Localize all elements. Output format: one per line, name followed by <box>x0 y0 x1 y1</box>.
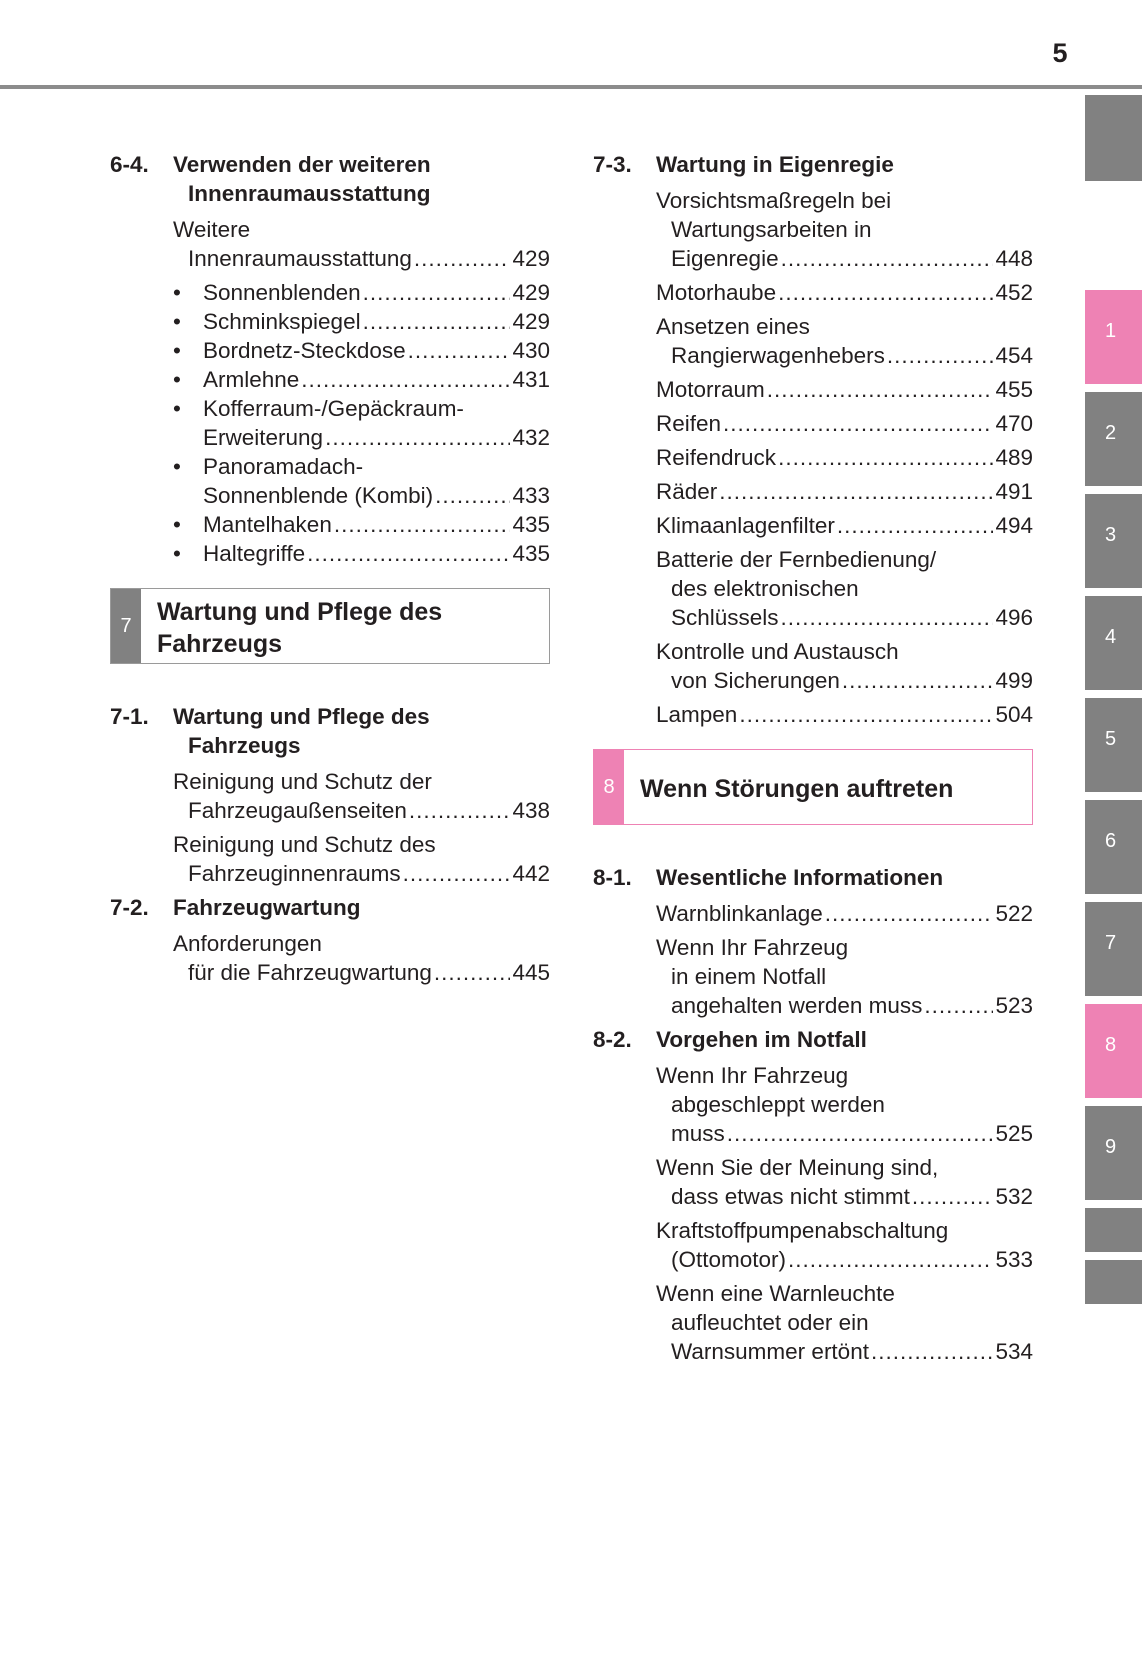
toc-entry-text: Reinigung und Schutz des <box>173 832 436 857</box>
chapter-tab-extra-1[interactable] <box>1085 1208 1142 1252</box>
toc-entry-text: Schlüssels <box>671 605 779 630</box>
section-title-cont: Innenraumausstattung <box>188 181 431 206</box>
leader-dots <box>363 307 511 336</box>
toc-entry-text: Weitere <box>173 217 251 242</box>
chapter-tab-9[interactable] <box>1085 1106 1142 1200</box>
section-title: Fahrzeugwartung <box>173 895 361 920</box>
toc-subentry-text: Kofferraum-/Gepäckraum- <box>203 396 464 421</box>
page-ref: 522 <box>995 901 1033 926</box>
leader-dots <box>409 796 511 825</box>
toc-entry-text: Batterie der Fernbedienung/ <box>656 547 937 572</box>
toc-left-column <box>110 150 550 992</box>
toc-entry[interactable] <box>110 767 550 825</box>
toc-entry-text: abgeschleppt werden <box>671 1092 885 1117</box>
page-ref: 489 <box>995 445 1033 470</box>
section-heading-7-3 <box>593 150 1033 179</box>
toc-entry[interactable] <box>110 215 550 273</box>
page-ref: 429 <box>512 280 550 305</box>
section-number: 7-1. <box>110 704 149 729</box>
leader-dots <box>781 603 994 632</box>
chapter-tab-label: 4 <box>1105 626 1117 648</box>
toc-subentry[interactable] <box>110 278 550 307</box>
section-heading-7-1 <box>110 702 550 760</box>
chapter-tab-7[interactable] <box>1085 902 1142 996</box>
section-title: Wartung und Pflege des <box>173 704 430 729</box>
toc-entry-text: Reinigung und Schutz der <box>173 769 432 794</box>
toc-entry-text: Klimaanlagenfilter <box>656 513 835 538</box>
toc-entry-text: dass etwas nicht stimmt <box>671 1184 910 1209</box>
toc-entry-text: Wenn Ihr Fahrzeug <box>656 935 849 960</box>
leader-dots <box>334 510 511 539</box>
chapter-tab-1[interactable] <box>1085 290 1142 384</box>
toc-subentry-text: Schminkspiegel <box>203 309 361 334</box>
toc-entry-text: (Ottomotor) <box>671 1247 787 1272</box>
leader-dots <box>778 278 993 307</box>
toc-entry-text: Räder <box>656 479 718 504</box>
leader-dots <box>723 409 993 438</box>
page-ref: 435 <box>512 512 550 537</box>
page-ref: 523 <box>995 993 1033 1018</box>
chapter-title: Wartung und Pflege des <box>157 598 443 626</box>
toc-entry-text: Wenn eine Warnleuchte <box>656 1281 895 1306</box>
toc-entry-text: Anforderungen <box>173 931 322 956</box>
chapter-header-7 <box>110 588 550 664</box>
chapter-tab-4[interactable] <box>1085 596 1142 690</box>
section-number: 7-3. <box>593 152 632 177</box>
toc-subentry[interactable] <box>110 365 550 394</box>
leader-dots <box>778 443 993 472</box>
page-ref: 433 <box>512 483 550 508</box>
chapter-tab-6[interactable] <box>1085 800 1142 894</box>
toc-entry-text: Wenn Ihr Fahrzeug <box>656 1063 849 1088</box>
toc-entry[interactable] <box>593 933 1033 1020</box>
leader-dots <box>408 336 511 365</box>
leader-dots <box>727 1119 994 1148</box>
leader-dots <box>912 1182 994 1211</box>
page-ref: 525 <box>995 1121 1033 1146</box>
toc-entry[interactable] <box>593 312 1033 370</box>
toc-entry[interactable] <box>110 830 550 888</box>
chapter-tab-index[interactable] <box>1085 1260 1142 1304</box>
toc-subentry[interactable] <box>110 307 550 336</box>
toc-entry[interactable] <box>593 375 1033 404</box>
page-ref: 532 <box>995 1184 1033 1209</box>
toc-subentry-text: Armlehne <box>203 367 300 392</box>
leader-dots <box>403 859 511 888</box>
chapter-tab-5[interactable] <box>1085 698 1142 792</box>
section-title: Vorgehen im Notfall <box>656 1027 867 1052</box>
toc-entry-text: Reifen <box>656 411 722 436</box>
page-ref: 452 <box>995 280 1033 305</box>
toc-entry[interactable] <box>110 929 550 987</box>
toc-entry[interactable] <box>593 477 1033 506</box>
toc-entry-text: angehalten werden muss <box>671 993 923 1018</box>
section-title: Verwenden der weiteren <box>173 152 431 177</box>
bullet: • <box>173 512 181 537</box>
chapter-tab-label: 5 <box>1105 728 1117 750</box>
leader-dots <box>842 666 994 695</box>
page-ref: 534 <box>995 1339 1033 1364</box>
toc-entry[interactable] <box>593 637 1033 695</box>
page-ref: 429 <box>512 309 550 334</box>
page-number: 5 <box>1052 38 1068 68</box>
toc-subentry[interactable] <box>110 336 550 365</box>
chapter-tab-label: 7 <box>1105 932 1117 954</box>
leader-dots <box>825 899 994 928</box>
toc-entry-text: Fahrzeuginnenraums <box>188 861 401 886</box>
chapter-tab-label: 6 <box>1105 830 1117 852</box>
page-ref: 491 <box>995 479 1033 504</box>
toc-entry-text: muss <box>671 1121 725 1146</box>
toc-entry[interactable] <box>593 899 1033 928</box>
chapter-tab-label: 1 <box>1105 320 1117 342</box>
toc-entry-text: des elektronischen <box>671 576 859 601</box>
chapter-tab-2[interactable] <box>1085 392 1142 486</box>
leader-dots <box>837 511 994 540</box>
leader-dots <box>307 539 510 568</box>
toc-entry[interactable] <box>593 1279 1033 1366</box>
page-ref: 455 <box>995 377 1033 402</box>
section-number: 8-1. <box>593 865 632 890</box>
chapter-number: 7 <box>111 589 141 663</box>
page-ref: 470 <box>995 411 1033 436</box>
leader-dots <box>414 244 511 273</box>
section-title: Wesentliche Informationen <box>656 865 944 890</box>
chapter-header-8 <box>593 749 1033 825</box>
bullet: • <box>173 454 181 479</box>
page-ref: 499 <box>995 668 1033 693</box>
toc-entry[interactable] <box>593 1216 1033 1274</box>
bullet: • <box>173 367 181 392</box>
toc-entry[interactable] <box>593 278 1033 307</box>
chapter-tabs <box>1085 0 1142 1654</box>
toc-entry-text: Wartungsarbeiten in <box>671 217 872 242</box>
chapter-number: 8 <box>594 750 624 824</box>
toc-subentry[interactable] <box>110 452 550 510</box>
leader-dots <box>301 365 510 394</box>
section-title-cont: Fahrzeugs <box>188 733 301 758</box>
section-number: 7-2. <box>110 895 149 920</box>
leader-dots <box>435 481 510 510</box>
toc-entry-text: Kraftstoffpumpenabschaltung <box>656 1218 949 1243</box>
leader-dots <box>434 958 511 987</box>
leader-dots <box>871 1337 993 1366</box>
toc-entry-text: Wenn Sie der Meinung sind, <box>656 1155 939 1180</box>
toc-entry-text: Innenraumausstattung <box>188 246 412 271</box>
chapter-tab-label: 8 <box>1105 1034 1117 1056</box>
toc-entry[interactable] <box>593 1153 1033 1211</box>
toc-subentry[interactable] <box>110 539 550 568</box>
section-heading-7-2 <box>110 893 550 922</box>
toc-entry-text: Warnsummer ertönt <box>671 1339 869 1364</box>
chapter-title: Wenn Störungen auftreten <box>640 775 954 803</box>
leader-dots <box>781 244 994 273</box>
toc-entry-text: Rangierwagenhebers <box>671 343 885 368</box>
toc-subentry-text: Panoramadach- <box>203 454 364 479</box>
bullet: • <box>173 338 181 363</box>
toc-entry[interactable] <box>593 700 1033 729</box>
toc-entry-text: Vorsichtsmaßregeln bei <box>656 188 892 213</box>
chapter-tab-label: 3 <box>1105 524 1117 546</box>
toc-entry-text: Ansetzen eines <box>656 314 810 339</box>
toc-entry[interactable] <box>593 545 1033 632</box>
toc-entry-text: Fahrzeugaußenseiten <box>188 798 407 823</box>
toc-entry[interactable] <box>593 409 1033 438</box>
toc-entry-text: aufleuchtet oder ein <box>671 1310 869 1335</box>
page-ref: 430 <box>512 338 550 363</box>
section-title: Wartung in Eigenregie <box>656 152 894 177</box>
leader-dots <box>719 477 993 506</box>
leader-dots <box>739 700 993 729</box>
toc-subentry-text: Sonnenblende (Kombi) <box>203 483 434 508</box>
page-ref: 429 <box>512 246 550 271</box>
section-heading-8-2 <box>593 1025 1033 1054</box>
leader-dots <box>887 341 994 370</box>
toc-entry-text: für die Fahrzeugwartung <box>188 960 432 985</box>
toc-entry-text: Kontrolle und Austausch <box>656 639 899 664</box>
leader-dots <box>788 1245 993 1274</box>
toc-subentry[interactable] <box>110 394 550 452</box>
chapter-tab-label: 2 <box>1105 422 1117 444</box>
toc-subentry[interactable] <box>110 510 550 539</box>
section-heading-8-1 <box>593 863 1033 892</box>
chapter-title-cont: Fahrzeugs <box>157 630 283 658</box>
page-ref: 431 <box>512 367 550 392</box>
section-number: 8-2. <box>593 1027 632 1052</box>
page-ref: 435 <box>512 541 550 566</box>
bullet: • <box>173 396 181 421</box>
page-ref: 504 <box>995 702 1033 727</box>
section-number: 6-4. <box>110 152 149 177</box>
bullet: • <box>173 541 181 566</box>
page-ref: 494 <box>995 513 1033 538</box>
toc-subentry-text: Mantelhaken <box>203 512 332 537</box>
toc-entry-text: Reifendruck <box>656 445 777 470</box>
page-ref: 445 <box>512 960 550 985</box>
leader-dots <box>924 991 993 1020</box>
toc-entry-text: Motorhaube <box>656 280 777 305</box>
page-ref: 442 <box>512 861 550 886</box>
page-ref: 454 <box>995 343 1033 368</box>
toc-entry[interactable] <box>593 186 1033 273</box>
toc-right-column <box>593 150 1033 1371</box>
page-ref: 448 <box>995 246 1033 271</box>
toc-entry[interactable] <box>593 1061 1033 1148</box>
toc-subentry-text: Erweiterung <box>203 425 324 450</box>
leader-dots <box>767 375 994 404</box>
leader-dots <box>325 423 510 452</box>
page-ref: 432 <box>512 425 550 450</box>
chapter-tab-contents[interactable] <box>1085 95 1142 181</box>
toc-entry-text: von Sicherungen <box>671 668 840 693</box>
toc-entry-text: Lampen <box>656 702 738 727</box>
chapter-tab-label: 9 <box>1105 1136 1117 1158</box>
toc-entry[interactable] <box>593 511 1033 540</box>
page-ref: 496 <box>995 605 1033 630</box>
chapter-tab-8[interactable] <box>1085 1004 1142 1098</box>
chapter-tab-3[interactable] <box>1085 494 1142 588</box>
toc-subentry-text: Sonnenblenden <box>203 280 361 305</box>
toc-subentry-text: Bordnetz-Steckdose <box>203 338 406 363</box>
page-ref: 533 <box>995 1247 1033 1272</box>
toc-entry[interactable] <box>593 443 1033 472</box>
leader-dots <box>363 278 511 307</box>
toc-entry-text: Eigenregie <box>671 246 779 271</box>
page-ref: 438 <box>512 798 550 823</box>
bullet: • <box>173 309 181 334</box>
bullet: • <box>173 280 181 305</box>
header-rule <box>0 85 1142 89</box>
toc-entry-text: Motorraum <box>656 377 765 402</box>
toc-entry-text: Warnblinkanlage <box>656 901 823 926</box>
toc-entry-text: in einem Notfall <box>671 964 827 989</box>
section-heading-6-4 <box>110 150 550 208</box>
toc-subentry-text: Haltegriffe <box>203 541 306 566</box>
